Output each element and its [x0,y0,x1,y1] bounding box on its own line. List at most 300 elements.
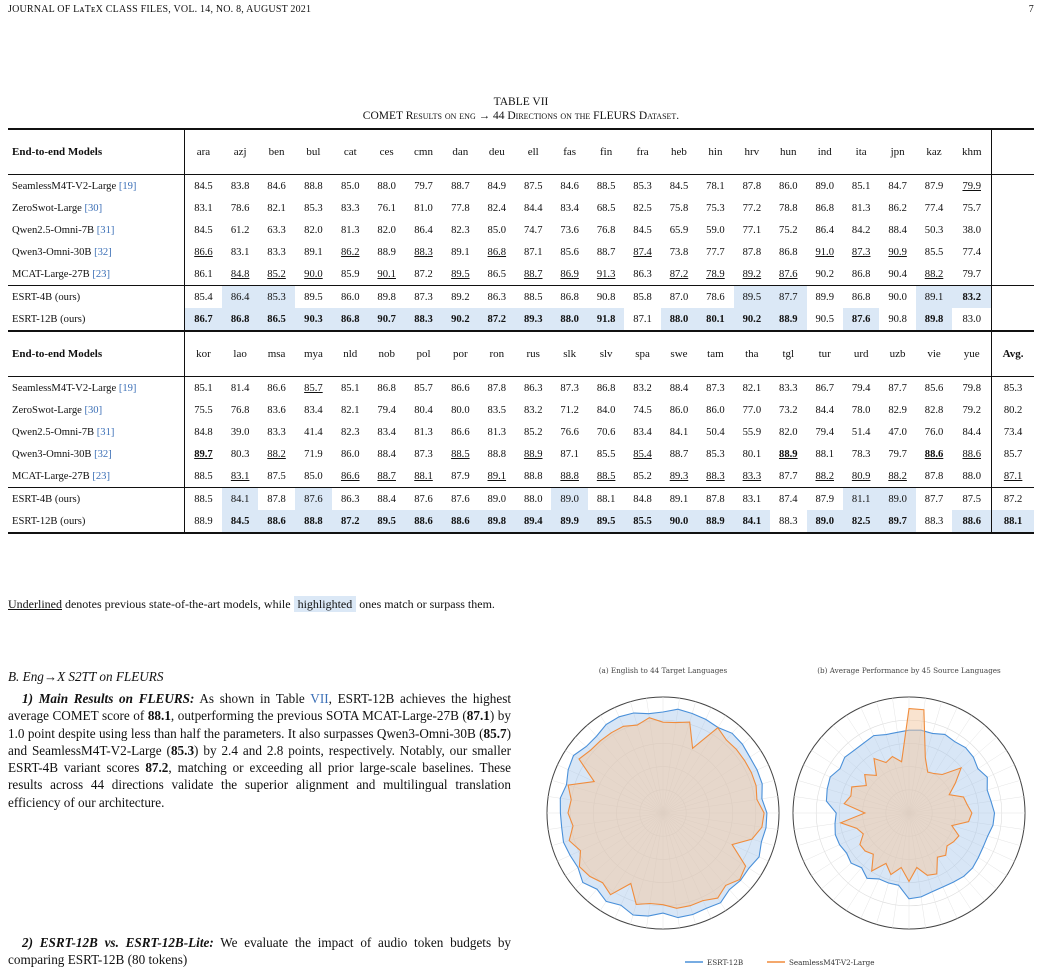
score-cell: 88.1 [588,488,624,511]
score-cell: 88.0 [962,470,981,482]
model-name: ESRT-4B (ours) [12,291,81,303]
header-lang-khm: khm [952,129,991,175]
header-lang-uzb: uzb [879,331,915,377]
paragraph-lite-comparison [8,934,511,970]
score-cell: 77.0 [742,404,762,416]
citation-link[interactable]: [32] [94,246,112,258]
header-lang-bul: bul [295,129,332,175]
score-cell: 77.4 [924,202,944,214]
score-cell: 88.4 [377,448,396,460]
score-cell: 86.2 [340,246,360,258]
score-cell: 88.5 [596,470,616,482]
running-header [8,4,1034,15]
legend-label-esrt: ESRT-12B [707,958,744,967]
score-cell: 87.7 [770,286,806,309]
score-cell: 86.8 [332,308,368,331]
score-cell: 88.7 [377,470,396,482]
avg-cell: 80.2 [992,399,1034,421]
score-cell: 90.2 [734,308,770,331]
score-cell: 85.6 [916,377,952,400]
score-cell: 89.5 [295,286,332,309]
header-lang-cat: cat [332,129,368,175]
header-lang-rus: rus [515,331,551,377]
legend-label-seamless: SeamlessM4T-V2-Large [789,958,875,967]
model-name-cell [8,421,185,443]
score-cell: 90.9 [888,246,907,258]
header-lang-jpn: jpn [879,129,915,175]
score-cell: 80.9 [851,470,871,482]
header-lang-ara: ara [185,129,222,175]
score-cell: 89.1 [916,286,952,309]
score-cell: 89.5 [451,268,470,280]
model-name: MCAT-Large-27B [12,470,90,482]
score-cell: 83.3 [267,246,286,258]
table-row [8,241,1034,263]
score-cell: 90.5 [815,313,834,325]
table-row [8,488,1034,511]
p1-text: , matching or exceeding all prior large-scale baselines. These results across 44 directions validate the superior alignment and multilingual translation efficiency of our architecture. [8,760,512,810]
score-cell: 63.3 [267,224,286,236]
avg-cell: 73.4 [992,421,1034,443]
score-cell: 87.6 [295,488,332,511]
score-cell: 82.9 [888,404,907,416]
header-lang-pol: pol [405,331,442,377]
score-cell: 86.2 [888,202,907,214]
score-cell: 86.0 [706,404,725,416]
citation-link[interactable]: [19] [118,180,137,192]
score-cell: 88.2 [888,470,907,482]
score-cell: 88.9 [770,308,806,331]
note-end: ones match or surpass them. [359,597,495,611]
score-cell: 82.0 [377,224,396,236]
header-lang-ces: ces [368,129,404,175]
score-cell: 90.2 [815,268,834,280]
score-cell: 85.6 [560,246,579,258]
avg-spacer [992,308,1034,331]
score-cell: 88.0 [661,308,697,331]
model-name: ESRT-4B (ours) [12,493,81,505]
score-cell: 86.3 [479,286,515,309]
score-cell: 80.1 [697,308,733,331]
score-cell: 81.0 [414,202,433,214]
score-cell: 88.3 [916,510,952,533]
p1-text: As shown in Table [199,691,305,706]
score-cell: 86.5 [487,268,507,280]
score-cell: 89.1 [487,470,507,482]
score-cell: 88.1 [414,470,433,482]
score-cell: 77.7 [706,246,725,258]
score-cell: 78.9 [706,268,725,280]
score-cell: 86.3 [515,377,551,400]
score-cell: 75.7 [962,202,981,214]
header-lang-tgl: tgl [770,331,806,377]
score-cell: 86.6 [194,246,213,258]
score-cell: 77.8 [451,202,470,214]
avg-spacer [992,286,1034,309]
score-cell: 85.8 [624,286,660,309]
score-cell: 87.3 [414,448,433,460]
score-cell: 79.7 [888,448,907,460]
score-cell: 88.2 [924,268,944,280]
score-cell: 89.4 [515,510,551,533]
score-cell: 84.8 [230,268,250,280]
score-cell: 85.0 [487,224,507,236]
score-cell: 82.3 [340,426,360,438]
score-cell: 89.0 [807,175,843,198]
model-name: ESRT-12B (ours) [12,515,86,527]
table-row [8,175,1034,198]
table-row [8,377,1034,400]
header-lang-ben: ben [258,129,294,175]
score-cell: 86.7 [185,308,222,331]
score-cell: 85.5 [596,448,616,460]
table-row [8,510,1034,533]
score-cell: 89.0 [551,488,587,511]
model-name: Qwen2.5-Omni-7B [12,224,95,236]
model-name: ESRT-12B (ours) [12,313,86,325]
avg-spacer [992,219,1034,241]
score-cell: 87.5 [952,488,991,511]
score-cell: 86.9 [560,268,579,280]
score-cell: 83.1 [230,470,250,482]
avg-spacer [992,263,1034,286]
score-cell: 84.4 [815,404,834,416]
header-lang-slv: slv [588,331,624,377]
citation-link[interactable]: [30] [84,404,103,416]
score-cell: 81.1 [843,488,879,511]
score-cell: 86.6 [451,426,470,438]
score-cell: 89.2 [742,268,762,280]
score-cell: 89.5 [734,286,770,309]
score-cell: 85.5 [624,510,660,533]
score-cell: 87.7 [879,377,915,400]
header-lang-cmn: cmn [405,129,442,175]
p1-value: 87.2 [145,760,169,776]
score-cell: 84.5 [633,224,652,236]
score-cell: 88.4 [661,377,697,400]
score-cell: 84.0 [596,404,616,416]
score-cell: 76.8 [230,404,250,416]
score-cell: 90.1 [377,268,396,280]
score-cell: 86.8 [815,202,834,214]
score-cell: 87.6 [779,268,798,280]
score-cell: 83.5 [487,404,507,416]
radar-title: (a) English to 44 Target Languages [598,666,728,675]
avg-cell: 85.7 [992,443,1034,465]
score-cell: 87.2 [669,268,689,280]
score-cell: 83.4 [304,404,323,416]
score-cell: 88.4 [888,224,907,236]
score-cell: 75.8 [669,202,689,214]
header-lang-slk: slk [551,331,587,377]
score-cell: 87.5 [515,175,551,198]
score-cell: 75.2 [779,224,798,236]
score-cell: 86.0 [770,175,806,198]
radar-figure [535,660,1035,972]
score-cell: 79.9 [952,175,991,198]
score-cell: 87.2 [332,510,368,533]
score-cell: 89.0 [807,510,843,533]
score-cell: 85.7 [405,377,442,400]
header-model-label: End-to-end Models [8,331,185,377]
score-cell: 79.2 [962,404,981,416]
score-cell: 85.3 [624,175,660,198]
score-cell: 88.5 [451,448,470,460]
model-name-cell [8,488,185,511]
score-cell: 87.8 [697,488,733,511]
score-cell: 88.0 [515,488,551,511]
radar-panel-1 [793,666,1025,929]
score-cell: 89.8 [368,286,404,309]
score-cell: 84.1 [669,426,689,438]
score-cell: 83.4 [633,426,652,438]
score-cell: 90.0 [661,510,697,533]
citation-link[interactable]: [32] [94,448,112,460]
score-cell: 65.9 [669,224,689,236]
score-cell: 84.8 [194,426,213,438]
score-cell: 87.2 [414,268,433,280]
score-cell: 79.4 [377,404,396,416]
score-cell: 89.8 [916,308,952,331]
p1-value: 88.1 [147,708,171,724]
avg-cell: 88.1 [992,510,1034,533]
score-cell: 84.6 [258,175,294,198]
table-note [8,597,495,612]
radar-title: (b) Average Performance by 45 Source Languages [817,666,1001,675]
score-cell: 86.0 [669,404,689,416]
table-header-row [8,331,1034,377]
score-cell: 86.7 [807,377,843,400]
score-cell: 86.4 [222,286,258,309]
score-cell: 90.7 [368,308,404,331]
avg-cell: 85.3 [992,377,1034,400]
score-cell: 88.9 [779,448,798,460]
header-model-label: End-to-end Models [8,129,185,175]
score-cell: 61.2 [230,224,250,236]
header-lang-ell: ell [515,129,551,175]
table-caption: COMET Results on eng → 44 Directions on the FLEURS Dataset. [362,110,680,122]
score-cell: 68.5 [596,202,616,214]
score-cell: 83.1 [734,488,770,511]
score-cell: 83.8 [222,175,258,198]
p1-text: ) and SeamlessM4T-V2-Large ( [8,725,511,758]
score-cell: 86.8 [368,377,404,400]
header-lang-hrv: hrv [734,129,770,175]
score-cell: 86.8 [851,268,871,280]
score-cell: 89.0 [479,488,515,511]
score-cell: 86.6 [442,377,478,400]
score-cell: 85.1 [185,377,222,400]
score-cell: 79.4 [815,426,834,438]
score-cell: 82.1 [340,404,360,416]
score-cell: 81.4 [222,377,258,400]
header-lang-lao: lao [222,331,258,377]
score-cell: 88.9 [377,246,396,258]
score-cell: 87.4 [770,488,806,511]
citation-link[interactable]: [23] [92,470,110,482]
score-cell: 81.3 [340,224,360,236]
score-cell: 88.6 [952,510,991,533]
header-lang-msa: msa [258,331,294,377]
citation-link[interactable]: [31] [96,426,115,438]
header-lang-ron: ron [479,331,515,377]
score-cell: 87.3 [405,286,442,309]
table-header-row [8,129,1034,175]
score-cell: 88.8 [295,510,332,533]
score-cell: 71.2 [560,404,579,416]
score-cell: 85.7 [295,377,332,400]
score-cell: 89.9 [807,286,843,309]
score-cell: 84.5 [661,175,697,198]
score-cell: 83.6 [267,404,286,416]
avg-spacer [992,197,1034,219]
score-cell: 90.8 [888,313,907,325]
score-cell: 88.3 [405,308,442,331]
score-cell: 82.0 [304,224,323,236]
score-cell: 80.1 [742,448,762,460]
score-cell: 83.3 [340,202,360,214]
section-heading: B. Eng→X S2TT on FLEURS [8,669,164,684]
score-cell: 90.3 [295,308,332,331]
score-cell: 85.2 [267,268,286,280]
model-name-cell [8,219,185,241]
score-cell: 85.4 [185,286,222,309]
score-cell: 82.1 [267,202,286,214]
score-cell: 87.9 [807,488,843,511]
table-ref-link[interactable]: VII [310,691,329,706]
p1-text: , outperforming the previous SOTA MCAT-Large-27B ( [170,708,467,724]
score-cell: 86.4 [815,224,834,236]
score-cell: 85.5 [924,246,944,258]
citation-link[interactable]: [23] [92,268,110,280]
score-cell: 87.8 [479,377,515,400]
score-cell: 55.9 [742,426,762,438]
score-cell: 87.9 [451,470,470,482]
p2-text: We evaluate the impact of audio token budgets by comparing ESRT-12B (80 tokens) [8,935,511,968]
score-cell: 87.1 [523,246,543,258]
score-cell: 86.3 [633,268,652,280]
radar-panel-0 [547,666,779,929]
score-cell: 83.4 [377,426,396,438]
score-cell: 87.8 [734,175,770,198]
score-cell: 89.1 [451,246,470,258]
avg-cell: 87.2 [992,488,1034,511]
table-row [8,263,1034,286]
score-cell: 77.2 [742,202,762,214]
p1-value: 85.7 [483,725,507,741]
score-cell: 87.3 [697,377,733,400]
model-name-cell [8,399,185,421]
score-cell: 87.6 [405,488,442,511]
paragraph-main-results [8,690,511,811]
score-cell: 84.5 [222,510,258,533]
score-cell: 86.3 [332,488,368,511]
score-cell: 82.5 [843,510,879,533]
score-cell: 88.5 [588,175,624,198]
score-cell: 89.7 [194,448,213,460]
score-cell: 84.4 [962,426,981,438]
table-row [8,443,1034,465]
header-lang-spa: spa [624,331,660,377]
score-cell: 86.6 [340,470,360,482]
score-cell: 81.3 [851,202,871,214]
score-cell: 87.1 [560,448,579,460]
score-cell: 86.8 [222,308,258,331]
score-cell: 88.7 [669,448,689,460]
score-cell: 88.6 [442,510,478,533]
score-cell: 38.0 [962,224,981,236]
model-name-cell [8,308,185,331]
score-cell: 88.6 [405,510,442,533]
score-cell: 88.5 [194,470,213,482]
score-cell: 88.2 [267,448,286,460]
score-cell: 39.0 [230,426,250,438]
score-cell: 47.0 [888,426,907,438]
score-cell: 86.4 [414,224,433,236]
score-cell: 82.1 [734,377,770,400]
score-cell: 78.6 [230,202,250,214]
table-label: TABLE VII [493,96,549,108]
model-name-cell [8,197,185,219]
score-cell: 89.2 [442,286,478,309]
score-cell: 90.0 [304,268,323,280]
note-mid: denotes previous state-of-the-art models, while [64,597,291,611]
score-cell: 87.5 [267,470,286,482]
score-cell: 82.8 [924,404,944,416]
header-lang-yue: yue [952,331,991,377]
citation-link[interactable]: [31] [96,224,115,236]
page-number: 7 [1028,4,1034,15]
score-cell: 86.8 [588,377,624,400]
p1-text: , ESRT-12B achieves the highest average COMET score of [8,691,512,724]
header-lang-ita: ita [843,129,879,175]
model-name: ZeroSwot-Large [12,404,82,416]
score-cell: 87.7 [779,470,798,482]
score-cell: 86.1 [194,268,213,280]
score-cell: 88.7 [442,175,478,198]
header-avg-spacer [992,129,1034,175]
header-lang-mya: mya [295,331,332,377]
note-underlined: Underlined [8,597,62,611]
model-name-cell [8,443,185,465]
journal-line: JOURNAL OF LᴀTᴇX CLASS FILES, VOL. 14, NO. 8, AUGUST 2021 [8,4,312,15]
score-cell: 70.6 [596,426,616,438]
citation-link[interactable]: [19] [118,382,137,394]
score-cell: 80.4 [414,404,433,416]
score-cell: 88.2 [815,470,834,482]
header-lang-vie: vie [916,331,952,377]
model-name: SeamlessM4T-V2-Large [12,180,117,192]
score-cell: 85.4 [633,448,652,460]
avg-spacer [992,241,1034,263]
score-cell: 79.7 [962,268,981,280]
score-cell: 76.1 [377,202,396,214]
header-lang-kaz: kaz [916,129,952,175]
score-cell: 89.5 [368,510,404,533]
score-cell: 87.8 [258,488,294,511]
score-cell: 87.0 [661,286,697,309]
score-cell: 88.8 [295,175,332,198]
score-cell: 87.8 [742,246,762,258]
model-name-cell [8,510,185,533]
table-row [8,197,1034,219]
model-name-cell [8,263,185,286]
table-row [8,219,1034,241]
score-cell: 88.9 [185,510,222,533]
model-name: Qwen3-Omni-30B [12,246,92,258]
header-lang-fin: fin [588,129,624,175]
citation-link[interactable]: [30] [84,202,103,214]
